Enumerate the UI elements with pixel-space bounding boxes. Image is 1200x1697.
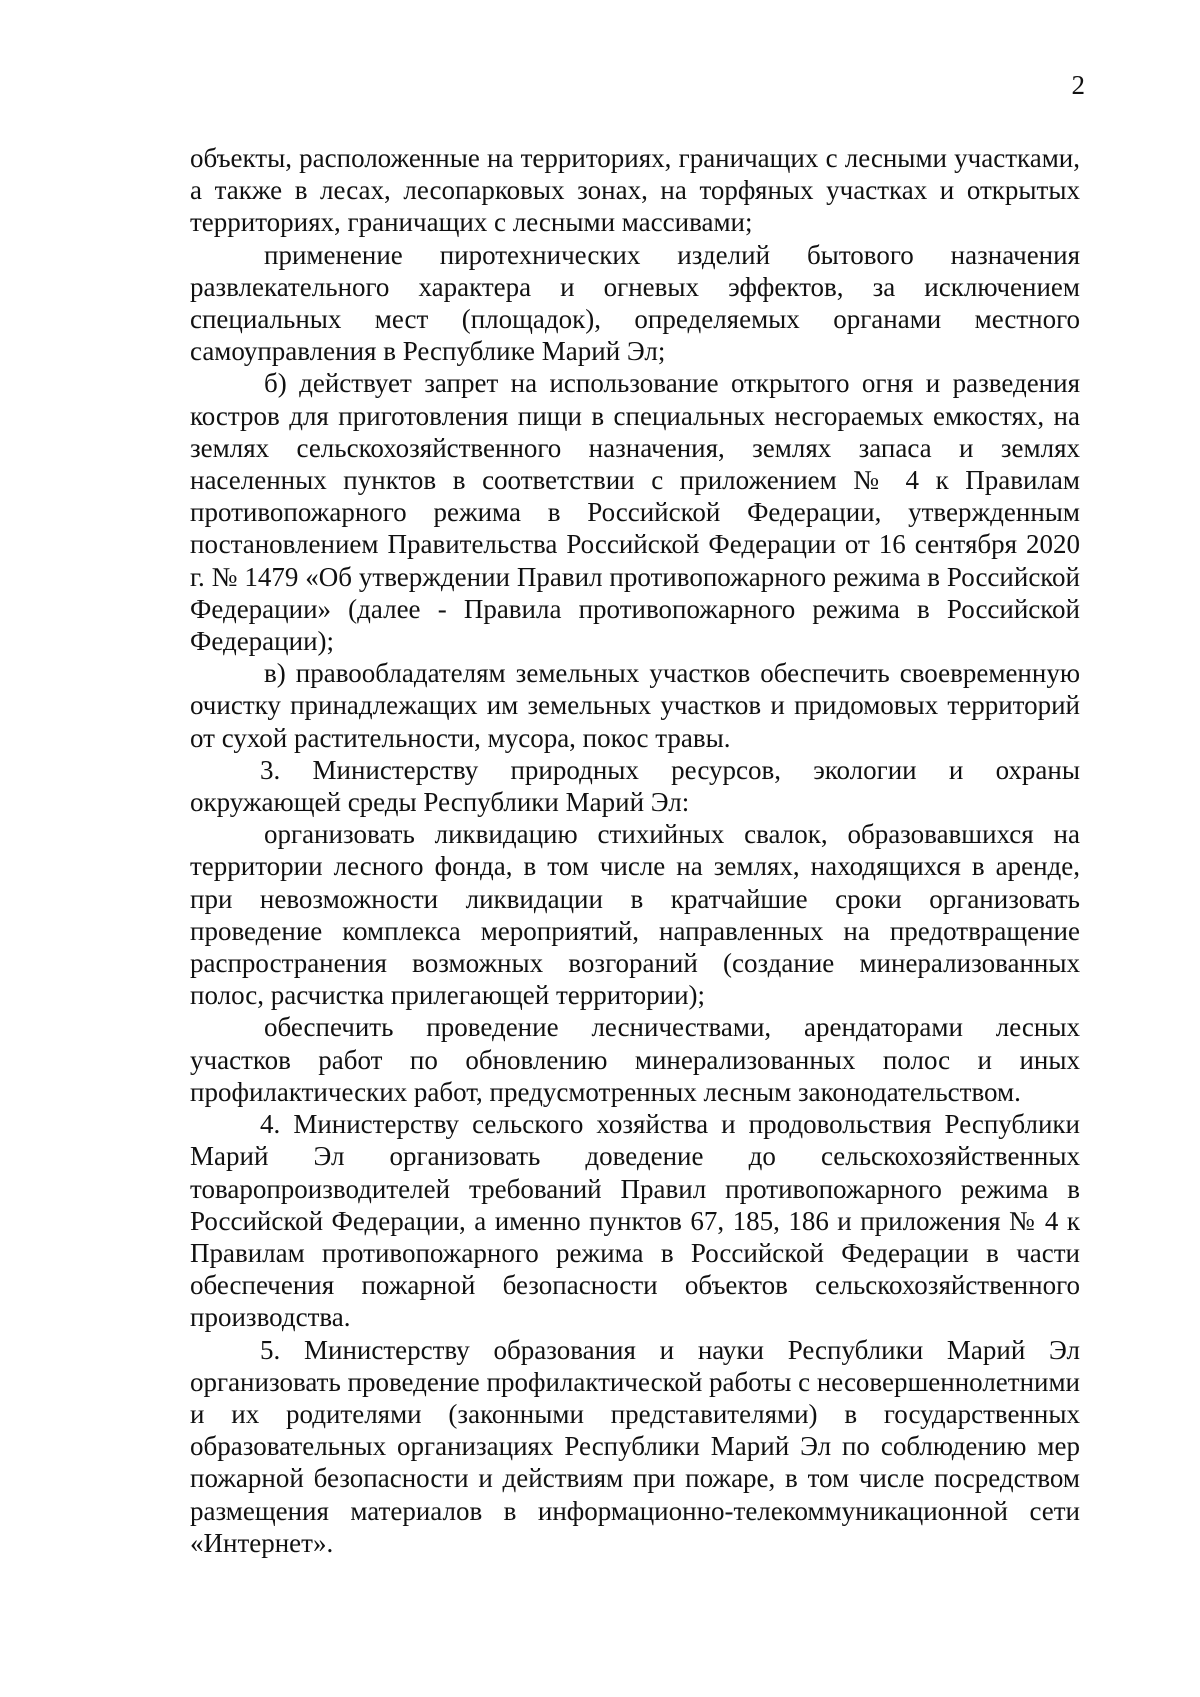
page-number: 2	[1071, 70, 1085, 100]
document-body	[190, 142, 1080, 1559]
paragraph-forestry-works: обеспечить проведение лесничествами, арендаторами лесных участков работ по обновлению минерализованных полос и иных профилактических работ, предусмотренных лесным законодательством.	[190, 1012, 1080, 1107]
paragraph-landfills: организовать ликвидацию стихийных свалок, образовавшихся на территории лесного фонда, в том числе на землях, находящихся в аренде, при невозможности ликвидации в кратчайшие сроки организовать проведение комплекса мероприятий, направленных на предотвращение распространения возможных возгораний (создание минерализованных полос, расчистка прилегающей территории);	[190, 819, 1080, 1011]
paragraph-continuation: объекты, расположенные на территориях, граничащих с лесными участками, а также в лесах, лесопарковых зонах, на торфяных участках и открытых территориях, граничащих с лесными массивами;	[190, 143, 1080, 238]
paragraph-section-3: 3. Министерству природных ресурсов, экологии и охраны окружающей среды Республики Марий Эл:	[190, 754, 1080, 818]
paragraph-section-5: 5. Министерству образования и науки Республики Марий Эл организовать проведение профилактической работы с несовершеннолетними и их родителями (законными представителями) в государственных образовательных организациях Республики Марий Эл по соблюдению мер пожарной безопасности и действиям при пожаре, в том числе посредством размещения материалов в информационно-телекоммуникационной сети «Интернет».	[190, 1334, 1081, 1558]
paragraph-section-4: 4. Министерству сельского хозяйства и продовольствия Республики Марий Эл организовать доведение до сельскохозяйственных товаропроизводителей требований Правил противопожарного режима в Российской Федерации, а именно пунктов 67, 185, 186 и приложения № 4 к Правилам противопожарного режима в Российской Федерации в части обеспечения пожарной безопасности объектов сельскохозяйственного производства.	[190, 1109, 1080, 1333]
paragraph-pyrotechnics: применение пиротехнических изделий бытового назначения развлекательного характера и огневых эффектов, за исключением специальных мест (площадок), определяемых органами местного самоуправления в Республике Марий Эл;	[190, 239, 1080, 367]
paragraph-item-b: б) действует запрет на использование открытого огня и разведения костров для приготовления пищи в специальных несгораемых емкостях, на землях сельскохозяйственного назначения, землях запаса и землях населенных пунктов в соответствии с приложением № 4 к Правилам противопожарного режима в Российской Федерации, утвержденным постановлением Правительства Российской Федерации от 16 сентября 2020 г. № 1479 «Об утверждении Правил противопожарного режима в Российской Федерации» (далее - Правила противопожарного режима в Российской Федерации);	[190, 368, 1080, 657]
paragraph-item-v: в) правообладателям земельных участков обеспечить своевременную очистку принадлежащих им земельных участков и придомовых территорий от сухой растительности, мусора, покос травы.	[190, 658, 1080, 753]
